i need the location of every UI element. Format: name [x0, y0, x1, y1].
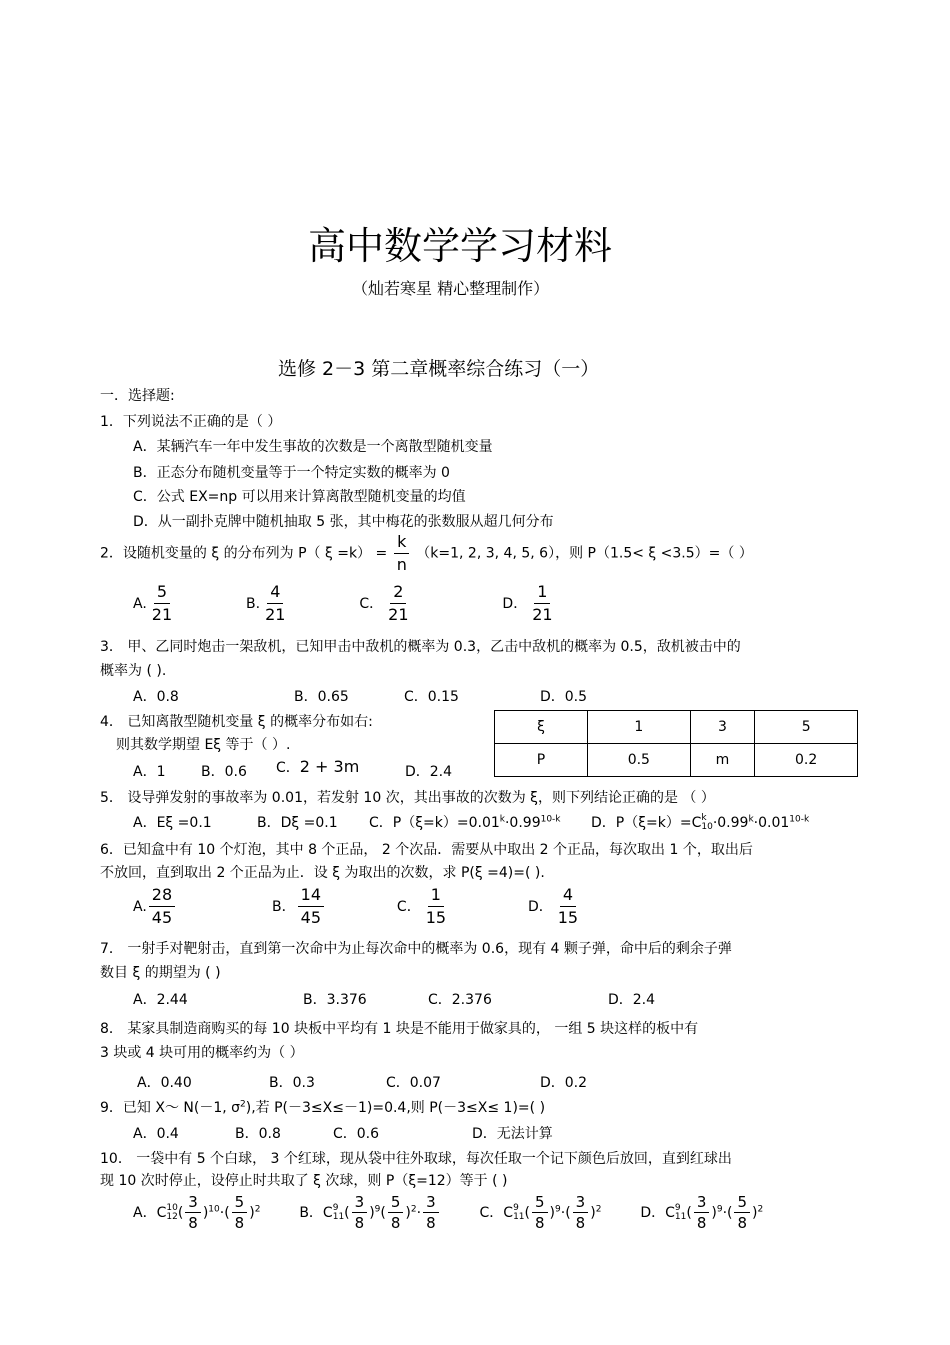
q2-stem-post: （k=1, 2, 3, 4, 5, 6），则 P（1.5< ξ <3.5）=（ ）	[416, 545, 753, 562]
q4-option-b: B．0.6	[201, 764, 247, 780]
table-row	[495, 744, 858, 777]
table-cell: 0.2	[755, 744, 858, 777]
q5-option-d	[591, 812, 809, 832]
q7-option-b: B．3.376	[303, 992, 367, 1008]
q8-option-a: A．0.40	[137, 1075, 192, 1091]
q7-line2: 数目 ξ 的期望为 ( )	[100, 965, 221, 981]
q2-option-d	[502, 582, 557, 624]
option-text: C．P（ξ=k）=0.01	[369, 815, 500, 831]
section-heading: 一．选择题:	[100, 388, 175, 404]
q1-option-d: D．从一副扑克牌中随机抽取 5 张，其中梅花的张数服从超几何分布	[133, 514, 554, 530]
option-label: A．C	[133, 1204, 167, 1221]
q1-option-a: A．某辆汽车一年中发生事故的次数是一个离散型随机变量	[133, 439, 493, 455]
q4-option-c	[276, 757, 359, 777]
option-label: D．C	[640, 1204, 675, 1221]
frac-denominator: 8	[390, 1214, 401, 1232]
frac-numerator: 5	[232, 1194, 248, 1213]
q9-option-d: D．无法计算	[472, 1126, 553, 1142]
q9-option-a: A．0.4	[133, 1126, 179, 1142]
q4-option-a: A．1	[133, 764, 166, 780]
superscript: 10	[208, 1203, 220, 1214]
q1-option-b: B．正态分布随机变量等于一个特定实数的概率为 0	[133, 465, 450, 481]
q8-line1: 8． 某家具制造商购买的每 10 块板中平均有 1 块是不能用于做家具的， 一组 5 块这样的板中有	[100, 1021, 699, 1037]
frac-numerator: 4	[267, 583, 283, 604]
superscript: 10	[166, 1202, 178, 1213]
q2-fraction	[394, 533, 410, 574]
table-row	[495, 711, 858, 744]
option-label: D．	[527, 898, 553, 915]
option-label: B.	[246, 595, 261, 612]
subscript: 11	[674, 1211, 687, 1222]
q6-option-d	[527, 885, 583, 927]
frac-numerator: 5	[734, 1194, 750, 1213]
q3-option-b: B．0.65	[294, 689, 349, 705]
q10-option-c: C．C 9 11 ( $\frac{5}{8}$ )$^9$·( $\frac{3}{8}$ )$^2$	[479, 1193, 602, 1232]
table-cell: P	[495, 744, 588, 777]
frac-numerator: 5	[532, 1194, 548, 1213]
subscript: 11	[513, 1211, 525, 1222]
q9-stem	[100, 1097, 545, 1117]
q2-stem	[100, 533, 753, 574]
option-text: D．P（ξ=k）=C	[591, 815, 702, 831]
superscript: 2	[757, 1203, 764, 1214]
option-text: ·0.99	[712, 815, 749, 831]
option-label: C．	[396, 898, 421, 915]
option-label: B．	[272, 898, 296, 915]
distribution-table	[494, 710, 858, 777]
superscript: 2	[240, 1099, 246, 1110]
frac-denominator: 8	[188, 1214, 198, 1232]
superscript: 9	[716, 1203, 723, 1214]
subscript: 10	[701, 822, 713, 832]
frac-numerator: 3	[185, 1194, 201, 1213]
frac-numerator: 28	[149, 886, 175, 907]
q1-stem: 1．下列说法不正确的是（ ）	[100, 414, 282, 430]
q3-line2: 概率为 ( ).	[100, 663, 167, 679]
q5-option-b: B．Dξ =0.1	[257, 815, 338, 831]
option-label: C．C	[479, 1204, 514, 1221]
q5-option-a: A．Eξ =0.1	[133, 815, 212, 831]
superscript: 9	[555, 1203, 561, 1214]
q6-line1: 6．已知盒中有 10 个灯泡，其中 8 个正品， 2 个次品．需要从中取出 2 个正品，每次取出 1 个，取出后	[100, 842, 753, 858]
frac-numerator: 5	[154, 583, 170, 604]
q10-option-d: D．C 9 11 ( $\frac{3}{8}$ )$^9$·( $\frac{5}{8}$ )$^2$	[640, 1193, 764, 1232]
superscript: 2	[595, 1203, 602, 1214]
superscript: k	[499, 814, 505, 825]
q2-option-a	[133, 582, 177, 624]
option-label: A.	[133, 898, 147, 915]
option-label: D．	[502, 595, 528, 612]
q2-option-b	[246, 582, 290, 624]
q3-option-c: C．0.15	[404, 689, 459, 705]
q10-options	[133, 1194, 763, 1231]
q2-options	[133, 583, 558, 624]
q5-option-c	[369, 812, 561, 832]
frac-numerator: 5	[388, 1194, 404, 1213]
q3-option-a: A．0.8	[133, 689, 179, 705]
q5-stem: 5． 设导弹发射的事故率为 0.01，若发射 10 次，其出事故的次数为 ξ，则下列结论正确的是 （ ）	[100, 790, 715, 806]
q8-option-d: D．0.2	[540, 1075, 588, 1091]
q10-option-a: A．C 10 12 ( $\frac{3}{8}$ )$^{10}$·( $\frac{5}{8}$ )$^2$	[133, 1193, 261, 1232]
q6-option-a	[133, 885, 177, 927]
stem-text: ),若 P(－3≤X≤－1)=0.4,则 P(－3≤X≤ 1)=( )	[245, 1100, 546, 1116]
frac-denominator: 8	[234, 1214, 245, 1232]
option-text: ·0.99	[504, 815, 541, 831]
frac-numerator: 3	[573, 1194, 589, 1213]
frac-denominator: 8	[426, 1214, 436, 1232]
frac-numerator: 14	[298, 886, 324, 907]
q3-option-d: D．0.5	[540, 689, 588, 705]
option-label: C．	[276, 760, 300, 776]
page-subtitle: （灿若寒星 精心整理制作）	[352, 279, 550, 298]
frac-denominator: 21	[532, 605, 553, 624]
frac-denominator: 15	[557, 908, 579, 927]
option-text: ·0.01	[753, 815, 790, 831]
q9-option-c: C．0.6	[333, 1126, 380, 1142]
frac-numerator: k	[394, 533, 409, 554]
option-label: A.	[133, 595, 147, 612]
stem-text: 9．已知 X～ N(－1, σ	[100, 1100, 241, 1116]
q6-options	[133, 886, 583, 927]
q8-option-c: C．0.07	[386, 1075, 441, 1091]
superscript: 9	[374, 1203, 381, 1214]
q7-option-c: C．2.376	[428, 992, 492, 1008]
table-cell: 1	[588, 711, 691, 744]
q10-option-b: B．C 9 11 ( $\frac{3}{8}$ )$^9$( $\frac{5}{8}$ )$^2$· $\frac{3}{8}$	[299, 1205, 445, 1221]
table-cell: ξ	[495, 711, 588, 744]
q9-option-b: B．0.8	[235, 1126, 281, 1142]
q2-option-c	[359, 582, 413, 624]
q1-option-c: C．公式 EX=np 可以用来计算离散型随机变量的均值	[133, 489, 466, 505]
page-title: 高中数学学习材料	[308, 224, 613, 268]
superscript: k	[701, 813, 707, 823]
frac-denominator: 21	[388, 605, 409, 624]
subscript: 12	[166, 1211, 178, 1222]
frac-denominator: 21	[265, 605, 286, 624]
frac-denominator: 21	[151, 605, 173, 624]
frac-denominator: 8	[575, 1214, 586, 1232]
frac-numerator: 2	[390, 583, 406, 604]
frac-numerator: 1	[534, 583, 550, 604]
frac-denominator: n	[396, 555, 407, 574]
frac-denominator: 8	[737, 1214, 748, 1232]
q7-option-d: D．2.4	[608, 992, 656, 1008]
doc-title: 选修 2－3 第二章概率综合练习（一）	[278, 358, 600, 380]
frac-denominator: 45	[300, 908, 322, 927]
q2-stem-pre: 2．设随机变量的 ξ 的分布列为 P（ ξ =k） =	[100, 545, 388, 562]
q4-option-d: D．2.4	[405, 764, 453, 780]
frac-denominator: 15	[425, 908, 447, 927]
frac-numerator: 4	[560, 886, 576, 907]
table-cell: 3	[690, 711, 755, 744]
q4-c-expr: 2 + 3m	[299, 757, 360, 776]
q10-line1: 10． 一袋中有 5 个白球， 3 个红球，现从袋中往外取球，每次任取一个记下颜色后放回，直到红球出	[100, 1151, 732, 1167]
frac-numerator: 1	[428, 886, 444, 907]
superscript: 2	[254, 1203, 261, 1214]
superscript: k	[748, 814, 754, 825]
table-cell: 5	[755, 711, 858, 744]
superscript: 10-k	[789, 814, 810, 825]
q7-line1: 7． 一射手对靶射击，直到第一次命中为止每次命中的概率为 0.6，现有 4 颗子弹，命中后的剩余子弹	[100, 941, 732, 957]
q6-option-b	[272, 885, 326, 927]
q8-line2: 3 块或 4 块可用的概率约为（ ）	[100, 1045, 304, 1061]
superscript: 2	[410, 1203, 417, 1214]
frac-numerator: 3	[694, 1194, 710, 1213]
frac-numerator: 3	[423, 1194, 439, 1213]
table-cell: m	[690, 744, 755, 777]
q7-option-a: A．2.44	[133, 992, 188, 1008]
superscript: 9	[513, 1202, 519, 1213]
superscript: 10-k	[540, 814, 561, 825]
superscript: 9	[332, 1202, 339, 1213]
frac-numerator: 3	[352, 1194, 368, 1213]
frac-denominator: 8	[535, 1214, 545, 1232]
q10-line2: 现 10 次时停止，设停止时共取了 ξ 次球，则 P（ξ=12）等于 ( )	[100, 1173, 508, 1189]
table-cell: 0.5	[588, 744, 691, 777]
frac-denominator: 8	[696, 1214, 707, 1232]
q4-line1: 4． 已知离散型随机变量 ξ 的概率分布如右:	[100, 714, 373, 730]
q6-option-c	[396, 885, 451, 927]
subscript: 11	[332, 1211, 345, 1222]
option-label: C．	[359, 595, 384, 612]
frac-denominator: 8	[354, 1214, 365, 1232]
frac-denominator: 45	[151, 908, 173, 927]
option-label: B．C	[299, 1204, 333, 1221]
q3-line1: 3． 甲、乙同时炮击一架敌机，已知甲击中敌机的概率为 0.3，乙击中敌机的概率为 0.5，敌机被击中的	[100, 639, 741, 655]
q4-line2: 则其数学期望 Eξ 等于（ ）.	[116, 737, 291, 753]
superscript: 9	[674, 1202, 681, 1213]
q6-line2: 不放回，直到取出 2 个正品为止．设 ξ 为取出的次数，求 P(ξ =4)=( ).	[100, 865, 545, 881]
q8-option-b: B．0.3	[269, 1075, 315, 1091]
